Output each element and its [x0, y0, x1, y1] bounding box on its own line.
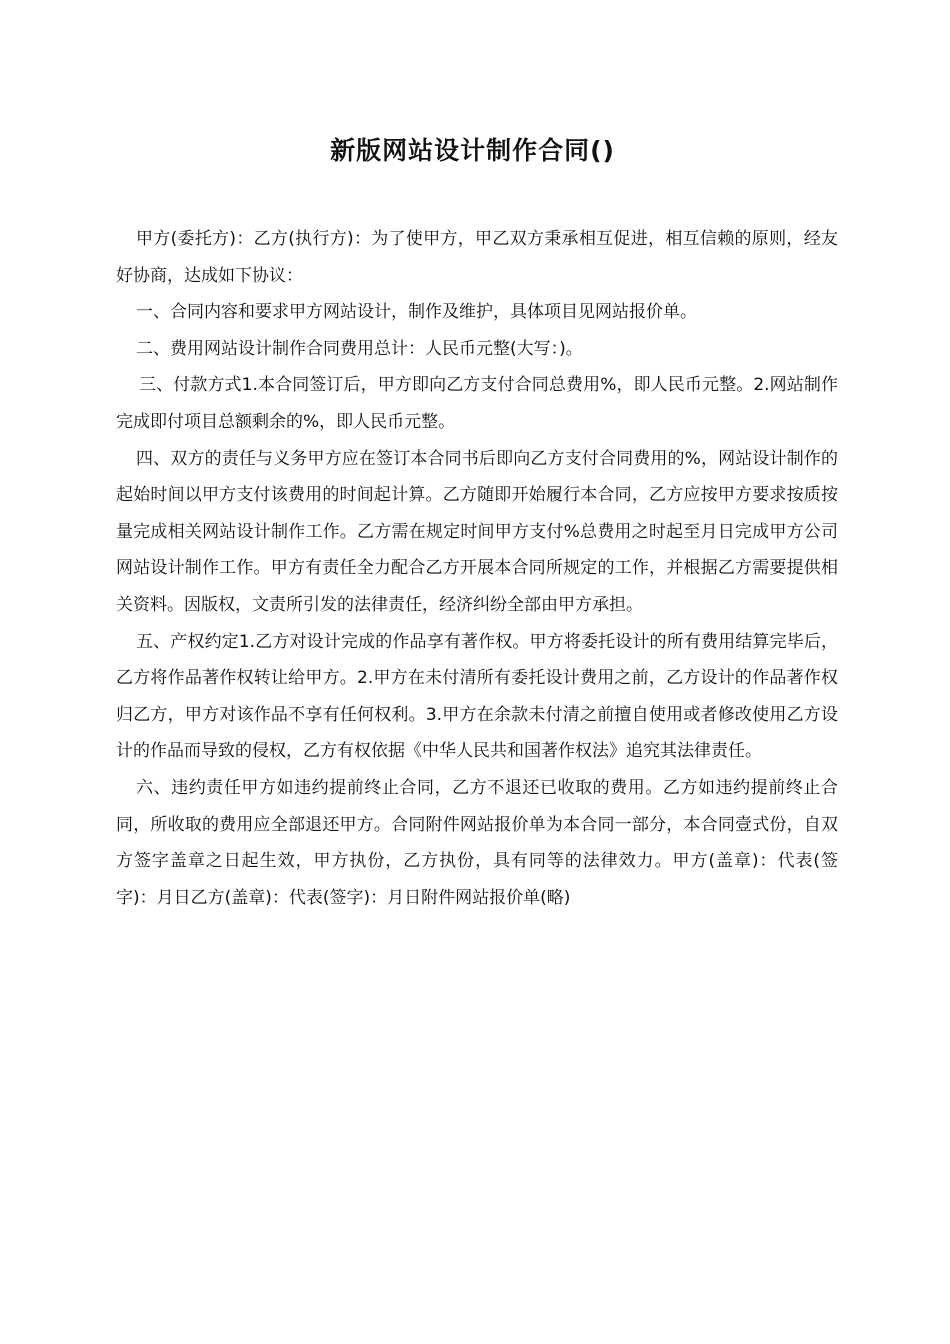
document-body	[116, 221, 838, 916]
paragraph-contract-content: 一、合同内容和要求甲方网站设计，制作及维护，具体项目见网站报价单。	[136, 302, 697, 323]
paragraph-responsibilities: 四、双方的责任与义务甲方应在签订本合同书后即向乙方支付合同费用的%，网站设计制作的起始时间以甲方支付该费用的时间起计算。乙方随即开始履行本合同，乙方应按甲方要求按质按量完成相关网站设计制作工作。乙方需在规定时间甲方支付%总费用之时起至月日完成甲方公司网站设计制作工作。甲方有责任全力配合乙方开展本合同所规定的工作，并根据乙方需要提供相关资料。因版权，文责所引发的法律责任，经济纠纷全部由甲方承担。	[116, 448, 838, 615]
paragraph-breach-liability: 六、违约责任甲方如违约提前终止合同，乙方不退还已收取的费用。乙方如违约提前终止合同，所收取的费用应全部退还甲方。合同附件网站报价单为本合同一部分，本合同壹式份，自双方签字盖章之日起生效，甲方执份，乙方执份，具有同等的法律效力。甲方(盖章)：代表(签字)：月日乙方(盖章)：代表(签字)：月日附件网站报价单(略)	[116, 777, 838, 908]
paragraph-property-rights: 五、产权约定1.乙方对设计完成的作品享有著作权。甲方将委托设计的所有费用结算完毕后，乙方将作品著作权转让给甲方。2.甲方在未付清所有委托设计费用之前，乙方设计的作品著作权归乙方，甲方对该作品不享有任何权利。3.甲方在余款未付清之前擅自使用或者修改使用乙方设计的作品而导致的侵权，乙方有权依据《中华人民共和国著作权法》追究其法律责任。	[116, 631, 838, 762]
document-title: 新版网站设计制作合同()	[330, 136, 615, 165]
paragraph-fees: 二、费用网站设计制作合同费用总计：人民币元整(大写：)。	[136, 338, 583, 359]
paragraph-preamble: 甲方(委托方)：乙方(执行方)：为了使甲方，甲乙双方秉承相互促进，相互信赖的原则，经友好协商，达成如下协议：	[116, 229, 838, 286]
paragraph-payment-method: 三、付款方式1.本合同签订后，甲方即向乙方支付合同总费用%，即人民币元整。2.网站制作完成即付项目总额剩余的%，即人民币元整。	[116, 375, 838, 432]
